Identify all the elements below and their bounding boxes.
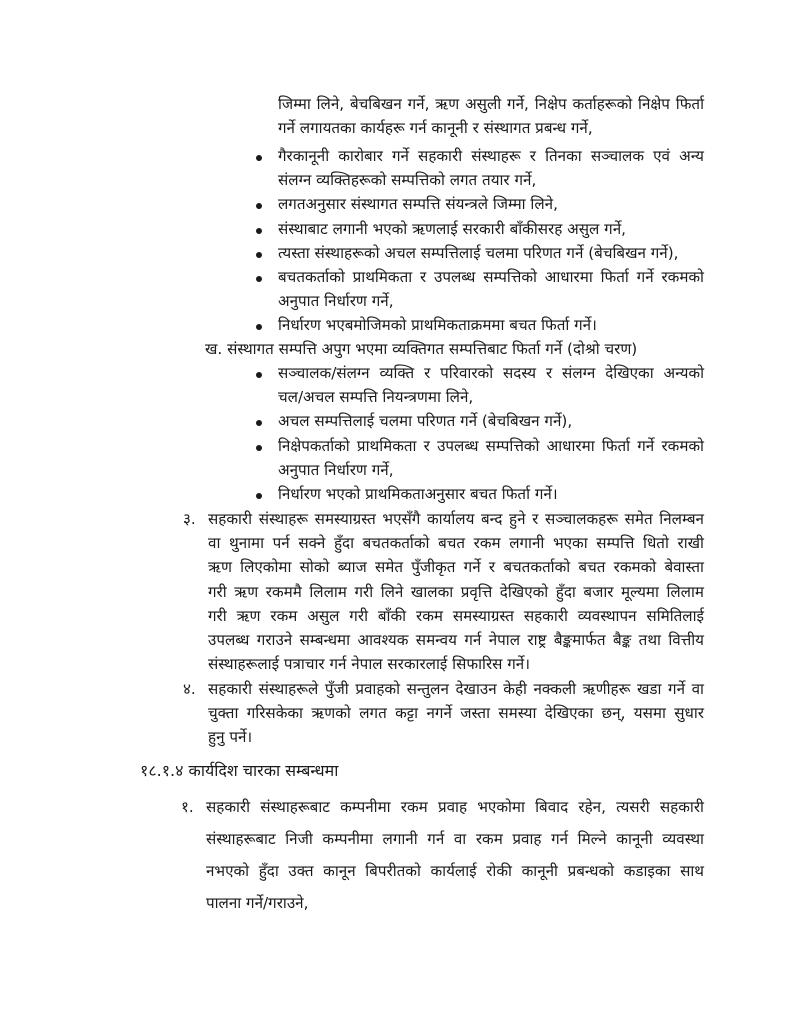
item-number: ४. xyxy=(183,680,196,698)
item-text: नभएको हुँदा उक्त कानून बिपरीतको कार्यलाई रोकी कानूनी प्रबन्धको कडाइका साथ xyxy=(206,862,705,880)
bullet-text: गैरकानूनी कारोबार गर्ने सहकारी संस्थाहरू र तिनका सञ्चालक एवं अन्य xyxy=(278,147,704,165)
bullet-text: बचतकर्ताको प्राथमिकता र उपलब्ध सम्पत्तिको आधारमा फिर्ता गर्ने रकमको xyxy=(278,268,704,286)
bullet-icon xyxy=(256,276,262,282)
item-text: हुनु पर्ने। xyxy=(208,728,253,746)
bullet-icon xyxy=(256,228,262,234)
bullet-icon xyxy=(256,324,262,330)
bullet-icon xyxy=(256,372,262,378)
section-kha-title: ख. संस्थागत सम्पत्ति अपुग भएमा व्यक्तिगत सम्पत्तिबाट फिर्ता गर्ने (दोश्रो चरण) xyxy=(205,340,638,358)
bullet-text: अचल सम्पत्तिलाई चलमा परिणत गर्ने (बेचबिखन गर्ने), xyxy=(278,412,573,430)
item-number: १. xyxy=(181,798,194,816)
bullet-text: त्यस्ता संस्थाहरूको अचल सम्पत्तिलाई चलमा परिणत गर्ने (बेचबिखन गर्ने), xyxy=(278,244,679,262)
item-text: सहकारी संस्थाहरूले पुँजी प्रवाहको सन्तुलन देखाउन केही नक्कली ऋणीहरू खडा गर्ने वा xyxy=(208,680,704,698)
bullet-text: लगतअनुसार संस्थागत सम्पत्ति संयन्त्रले जिम्मा लिने, xyxy=(278,195,558,213)
bullet-text: सञ्चालक/संलग्न व्यक्ति र परिवारको सदस्य र संलग्न देखिएका अन्यको xyxy=(278,364,704,382)
bullet-icon xyxy=(256,155,262,161)
continuation-line: गर्ने लगायतका कार्यहरू गर्न कानूनी र संस्थागत प्रबन्ध गर्ने, xyxy=(278,119,593,137)
item-number: ३. xyxy=(183,510,196,528)
bullet-text: संलग्न व्यक्तिहरूको सम्पत्तिको लगत तयार गर्ने, xyxy=(278,171,537,189)
item-text: चुक्ता गरिसकेका ऋणको लगत कट्टा नगर्ने जस्ता समस्या देखिएका छन्, यसमा सुधार xyxy=(208,704,704,722)
section-heading: १८.१.४ कार्यदिश चारका सम्बन्धमा xyxy=(140,761,339,780)
item-text: सहकारी संस्थाहरू समस्याग्रस्त भएसँगै कार्यालय बन्द हुने र सञ्चालकहरू समेत निलम्बन xyxy=(208,510,704,528)
item-text: सहकारी संस्थाहरूबाट कम्पनीमा रकम प्रवाह भएकोमा बिवाद रहेन, त्यसरी सहकारी xyxy=(206,798,704,816)
bullet-text: संस्थाबाट लगानी भएको ऋणलाई सरकारी बाँकीसरह असुल गर्ने, xyxy=(278,220,626,238)
bullet-text: अनुपात निर्धारण गर्ने, xyxy=(278,461,394,479)
item-text: ऋण लिएकोमा सोको ब्याज समेत पुँजीकृत गर्ने र बचतकर्ताको बचत रकमको बेवास्ता xyxy=(208,558,704,576)
item-text: गरी ऋण रकम असुल गरी बाँकी रकम समस्याग्रस्त सहकारी व्यवस्थापन समितिलाई xyxy=(208,607,704,625)
item-text: संस्थाहरूबाट निजी कम्पनीमा लगानी गर्न वा रकम प्रवाह गर्न मिल्ने कानूनी व्यवस्था xyxy=(206,830,704,848)
item-text: संस्थाहरूलाई पत्राचार गर्न नेपाल सरकारलाई सिफारिस गर्ने। xyxy=(208,655,530,673)
item-text: पालना गर्ने/गराउने, xyxy=(206,894,309,912)
bullet-icon xyxy=(256,493,262,499)
continuation-line: जिम्मा लिने, बेचबिखन गर्ने, ऋण असुली गर्ने, निक्षेप कर्ताहरूको निक्षेप फिर्ता xyxy=(278,95,704,113)
bullet-icon xyxy=(256,252,262,258)
item-text: उपलब्ध गराउने सम्बन्धमा आवश्यक समन्वय गर्न नेपाल राष्ट्र बैङ्कमार्फत बैङ्क तथा वित्तीय xyxy=(208,631,704,649)
bullet-icon xyxy=(256,445,262,451)
item-text: गरी ऋण रकममै लिलाम गरी लिने खालका प्रवृत्ति देखिएको हुँदा बजार मूल्यमा लिलाम xyxy=(208,583,704,601)
bullet-icon xyxy=(256,203,262,209)
item-text: वा थुनामा पर्न सक्ने हुँदा बचतकर्ताको बचत रकम लगानी भएका सम्पत्ति धितो राखी xyxy=(208,534,704,552)
bullet-text: निर्धारण भएबमोजिमको प्राथमिकताक्रममा बचत फिर्ता गर्ने। xyxy=(278,316,597,334)
bullet-text: निक्षेपकर्ताको प्राथमिकता र उपलब्ध सम्पत्तिको आधारमा फिर्ता गर्ने रकमको xyxy=(278,437,704,455)
bullet-text: निर्धारण भएको प्राथमिकताअनुसार बचत फिर्ता गर्ने। xyxy=(278,485,558,503)
bullet-text: चल/अचल सम्पत्ति नियन्त्रणमा लिने, xyxy=(278,388,474,406)
bullet-icon xyxy=(256,420,262,426)
bullet-text: अनुपात निर्धारण गर्ने, xyxy=(278,292,394,310)
